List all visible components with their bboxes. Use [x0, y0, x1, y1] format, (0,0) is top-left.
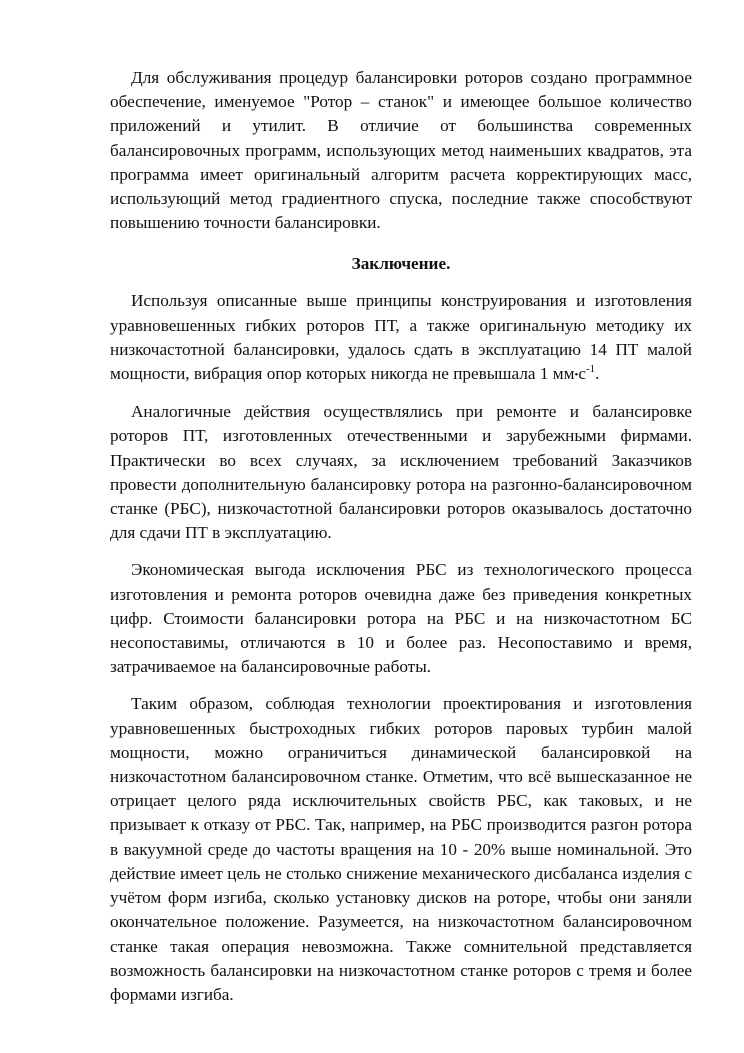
unit-multiplication-dot: • [574, 369, 579, 382]
paragraph-conclusion-results [110, 289, 692, 387]
paragraph-software: Для обслуживания процедур балансировки роторов создано программное обеспечение, именуемое "Ротор – станок" и имеющее большое количество приложений и утилит. В отличие от большинства современных балансировочных программ, использующих метод наименьших квадратов, эта программа имеет оригинальный алгоритм расчета корректирующих масс, использующий метод градиентного спуска, последние также способствуют повышению точности балансировки. [110, 68, 692, 233]
paragraph-repair-experience: Аналогичные действия осуществлялись при ремонте и балансировке роторов ПТ, изготовленных отечественными и зарубежными фирмами. Практически во всех случаях, за исключением требований Заказчиков провести дополнительную балансировку ротора на разгонно-балансировочном станке (РБС), низкочастотной балансировки роторов оказывалось достаточно для сдачи ПТ в эксплуатацию. [110, 402, 692, 543]
unit-exponent: -1 [585, 363, 596, 376]
sentence-period: . [595, 364, 600, 384]
document-page [110, 66, 692, 1007]
paragraph-conclusion-text: Используя описанные выше принципы конструирования и изготовления уравновешенных гибких роторов ПТ, а также оригинальную методику их низкочастотной балансировки, удалось сдать в эксплуатацию 14 ПТ малой мощности, вибрация опор которых никогда не превышала 1 мм [110, 291, 692, 384]
paragraph-economic-benefit: Экономическая выгода исключения РБС из технологического процесса изготовления и ремонта роторов очевидна даже без приведения конкретных цифр. Стоимости балансировки ротора на РБС и на низкочастотном БС несопоставимы, отличаются в 10 и более раз. Несопоставимо и время, затрачиваемое на балансировочные работы. [110, 560, 692, 677]
paragraph-summary: Таким образом, соблюдая технологии проектирования и изготовления уравновешенных быстроходных гибких роторов паровых турбин малой мощности, можно ограничиться динамической балансировкой на низкочастотном балансировочном станке. Отметим, что всё вышесказанное не отрицает целого ряда исключительных свойств РБС, как таковых, и не призывает к отказу от РБС. Так, например, на РБС производится разгон ротора в вакуумной среде до частоты вращения на 10 - 20% выше номинальной. Это действие имеет цель не столько снижение механического дисбаланса изделия с учётом форм изгиба, сколько установку дисков на роторе, чтобы они заняли окончательное положение. Разумеется, на низкочастотном балансировочном станке такая операция невозможна. Также сомнительной представляется возможность балансировки на низкочастотном станке роторов с тремя и более формами изгиба. [110, 694, 692, 1004]
unit-seconds: с [578, 364, 586, 384]
section-heading-conclusion: Заключение. [351, 254, 451, 274]
